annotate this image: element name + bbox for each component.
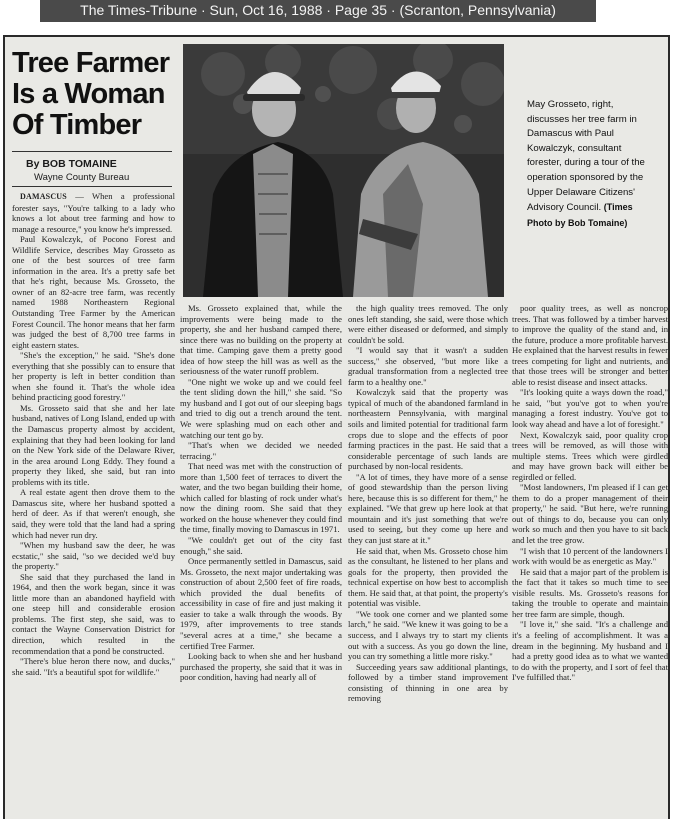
headline-line-2: Is a Woman <box>12 78 165 110</box>
paragraph: the high quality trees removed. The only ones left standing, she said, were those which were either diseased or deformed, and simply couldn't be sold. <box>348 303 508 345</box>
article-column-3 <box>348 303 508 803</box>
paragraph: "We took one corner and we planted some larch," he said. "We knew it was going to be a success, and I always try to start my clients out with a success. As you go down the line, you can try something a little more risky." <box>348 608 508 662</box>
photo-credit: (Times Photo by Bob Tomaine) <box>527 202 633 228</box>
paragraph: He said that, when Ms. Grosseto chose him as the consultant, he listened to her plans and goals for the property, then provided the technical expertise on how best to accomplish them. He said that, at that point, the property's potential was visible. <box>348 545 508 609</box>
caption-text: May Grosseto, right, discusses her tree farm in Damascus with Paul Kowalczyk, consultant forester, during a tour of the operation sponsored by the Upper Delaware Citizens' Advisory Council. <box>527 99 645 214</box>
paragraph: He said that a major part of the problem is the fact that it takes so much time to see visible results. Ms. Grosseto's reasons for taking the trouble to operate and maintain her tree farm are simple, though. <box>512 566 668 619</box>
dateline: DAMASCUS <box>20 192 67 201</box>
paragraph: "I love it," she said. "It's a challenge and it's a feeling of accomplishment. It was a dream in the beginning. My husband and I had a pretty good idea as to what we wanted to do with the property, and I sort of feel that I've fulfilled that." <box>512 619 668 683</box>
paragraph: "We couldn't get out of the city fast enough," she said. <box>180 535 342 556</box>
headline-line-3: Of Timber <box>12 109 142 141</box>
paragraph: "There's blue heron there now, and ducks," she said. "It's a beautiful spot for wildlife." <box>12 656 175 677</box>
news-photo <box>183 44 504 297</box>
source-bar-text: The Times-Tribune · Sun, Oct 16, 1988 · Page 35 · (Scranton, Pennsylvania) <box>80 2 556 18</box>
headline <box>12 48 172 141</box>
paragraph: Once permanently settled in Damascus, said Ms. Grosseto, the next major undertaking was construction of about 2,500 feet of fire roads, which provided the dual benefits of accessibility in case of fire and just making it easier to take a walk through the woods. By 1979, after improvements to tree stands "several acres at a time," she became a certified Tree Farmer. <box>180 556 342 651</box>
photo-illustration <box>183 44 504 297</box>
paragraph: "When my husband saw the deer, he was ecstatic," she said, "so we decided we'd buy the property." <box>12 540 175 572</box>
article-column-2 <box>180 303 342 803</box>
article-column-4 <box>512 303 668 803</box>
photo-caption <box>527 98 647 231</box>
headline-line-1: Tree Farmer <box>12 47 170 79</box>
paragraph: She said that they purchased the land in 1964, and then the work began, since it was little more than an abandoned hayfield with one steep hill and considerable erosion problems. The first step, she said, was to contact the Wayne Conservation District for direction, which resulted in the recommendation that a pond be constructed. <box>12 571 175 656</box>
paragraph: Kowalczyk said that the property was typical of much of the abandoned farmland in northeastern Pennsylvania, with marginal soils and limited potential for traditional farm crops due to slope and the effects of poor farming practices in the past. He said that a considerable percentage of such lands are purchased by non-local residents. <box>348 387 508 472</box>
paragraph: "I would say that it wasn't a sudden success," she observed, "but more like a gradual transformation from a neglected tree farm to a healthy one." <box>348 345 508 387</box>
bureau-line: Wayne County Bureau <box>34 172 130 183</box>
article-column-1 <box>12 191 175 803</box>
paragraph: "Most landowners, I'm pleased if I can get them to do a proper management of their property," he said. "But here, we're running out of things to do, because you can only work so much and then you have to sit back and let the tree grow. <box>512 482 668 546</box>
paragraph: Ms. Grosseto explained that, while the improvements were being made to the property, she and her husband camped there, since there was no building on the property at that time. Camping gave them a pretty good idea of how steep the hill was as well as the seriousness of the water runoff problem. <box>180 303 342 377</box>
paragraph: "I wish that 10 percent of the landowners I work with would be as energetic as May." <box>512 545 668 567</box>
paragraph: A real estate agent then drove them to the Damascus site, where her husband spotted a herd of deer. As if that weren't enough, she said, they were told that the land had a spring which had never run dry. <box>12 487 175 540</box>
paragraph: "One night we woke up and we could feel the tent sliding down the hill," she said. "So my husband and I got out of our sleeping bags and tried to dig out a trench around the tent. We were splashing mud on each other and watching our tent go by. <box>180 376 342 440</box>
paragraph: "She's the exception," he said. "She's done everything that she possibly can to ensure that her property is left in better condition than when she found it. That's the whole idea behind practicing good forestry." <box>12 350 175 403</box>
paragraph: "It's looking quite a ways down the road," he said, "but you've got to when you're managing a forest industry. You've got to look way ahead and have a lot of foresight." <box>512 387 668 430</box>
paragraph: DAMASCUS — When a professional forester says, "You're talking to a lady who knows a lot about tree farming and how to manage a resource," you know he's impressed. <box>12 191 175 234</box>
headline-rule <box>12 151 172 152</box>
paragraph: Next, Kowalczyk said, poor quality crop trees will be removed, as will those with multiple stems. Trees which were girdled and may have grown back will either be regirdled or felled. <box>512 429 668 482</box>
paragraph: Ms. Grosseto said that she and her late husband, natives of Long Island, ended up with the Damascus property almost by accident, explaining that they had been looking for land on the New York side of the Delaware River, in the area around Long Eddy. They found a property they liked, she said, but ran into problems with its title. <box>12 402 175 487</box>
byline-rule <box>12 186 172 187</box>
paragraph: "That's when we decided we needed terracing." <box>180 440 342 461</box>
paragraph: Succeeding years saw additional plantings, followed by a timber stand improvement consisting of thinning in one area by removing <box>348 661 508 704</box>
byline: By BOB TOMAINE <box>26 158 117 170</box>
source-bar <box>40 0 596 22</box>
paragraph: Looking back to when she and her husband purchased the property, she said that it was in poor condition, having had nearly all of <box>180 651 342 683</box>
paragraph: That need was met with the construction of more than 1,500 feet of terraces to divert the water, and the two began building their home, which called for blasting of rock under what's now the dining room. She said that they worked on the house whenever they could find the time, finally moving to Damascus in 1971. <box>180 461 342 535</box>
paragraph: Paul Kowalczyk, of Pocono Forest and Wildlife Service, describes May Grosseto as one of the best sources of tree farm information in the area. It's a pretty safe bet that he's right, because Ms. Grosseto, the owner of an 82-acre tree farm, was recently named 1988 Northeastern Regional Outstanding Tree Farmer by the American Forest Council. The honor means that her farm was judged the best of 8,700 tree farms in eight eastern states. <box>12 234 175 350</box>
paragraph: poor quality trees, as well as noncrop trees. That was followed by a timber harvest to improve the quality of the stand and, in the future, produce a more profitable harvest. He explained that the harvest results in fewer trees competing for light and nutrients, and that those trees will be stronger and better able to resist disease and insect attacks. <box>512 303 668 387</box>
paragraph: "A lot of times, they have more of a sense of good stewardship than the person living here, because this is so different for them," he explained. "We that grew up here look at that mountain and it's just something that we're used to seeing, but they come up here and they can just stare at it." <box>348 471 508 546</box>
